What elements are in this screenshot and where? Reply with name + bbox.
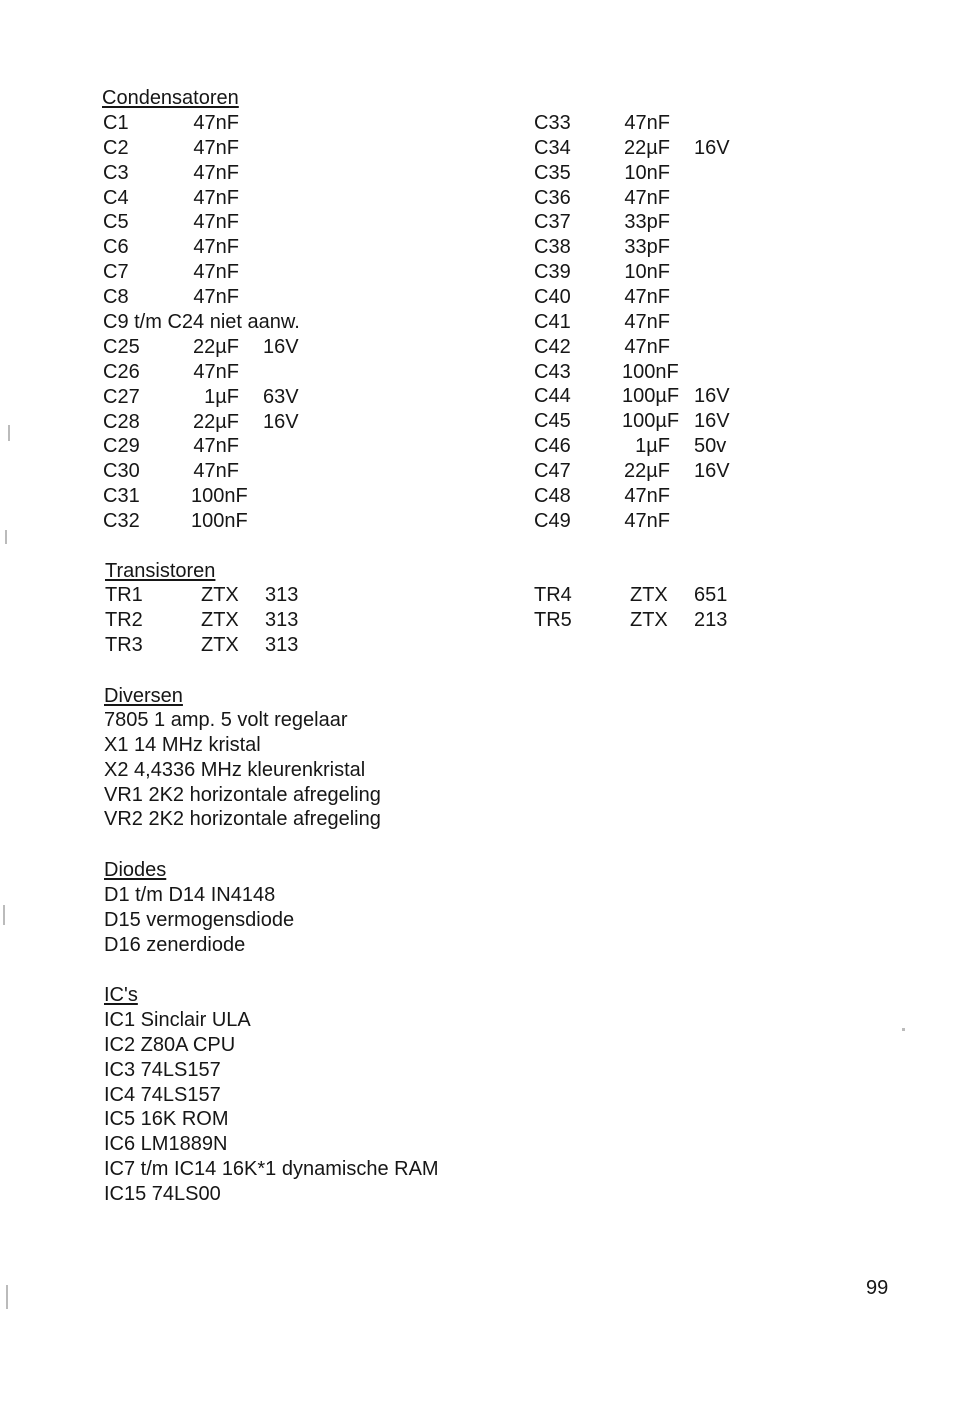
capacitor-voltage: 16V <box>263 410 299 433</box>
capacitor-voltage: 16V <box>263 336 299 358</box>
capacitor-ref: C32 <box>103 509 140 532</box>
capacitor-ref: C25 <box>103 336 140 358</box>
capacitor-voltage: 16V <box>694 136 730 159</box>
capacitor-value: 1µF <box>635 435 670 458</box>
transistoren-heading: Transistoren <box>105 560 216 582</box>
scan-mark <box>902 1028 905 1031</box>
capacitor-ref: C40 <box>534 285 571 308</box>
capacitor-value: 100µF <box>622 385 680 408</box>
capacitor-value: 22µF <box>624 459 670 482</box>
capacitor-ref: C42 <box>534 335 571 358</box>
diode-item: D16 zenerdiode <box>104 933 246 956</box>
capacitor-ref: C43 <box>534 360 571 383</box>
capacitor-ref: C27 <box>103 385 140 408</box>
capacitor-value: 100nF <box>191 509 248 532</box>
ics-heading: IC's <box>104 984 138 1006</box>
capacitor-value: 33pF <box>624 211 670 234</box>
transistor-type: ZTX <box>201 633 239 656</box>
capacitor-ref: C39 <box>534 261 571 284</box>
diversen-item: VR1 2K2 horizontale afregeling <box>104 783 381 806</box>
transistor-number: 313 <box>265 584 299 606</box>
capacitor-value: 10nF <box>624 261 670 284</box>
transistor-ref: TR5 <box>534 608 572 631</box>
ic-item: IC7 t/m IC14 16K*1 dynamische RAM <box>104 1158 439 1181</box>
ic-item: IC5 16K ROM <box>104 1108 229 1131</box>
capacitor-value: 22µF <box>193 410 239 433</box>
capacitor-ref: C35 <box>534 161 571 184</box>
ic-item: IC4 74LS157 <box>104 1083 221 1106</box>
ic-item: IC2 Z80A CPU <box>104 1033 236 1056</box>
capacitor-value: 47nF <box>193 136 239 159</box>
transistor-type: ZTX <box>630 584 668 606</box>
diversen-item: X2 4,4336 MHz kleurenkristal <box>104 758 366 781</box>
capacitor-value: 33pF <box>624 236 670 259</box>
capacitor-ref: C47 <box>534 459 571 482</box>
scan-mark <box>6 1285 8 1309</box>
capacitor-ref: C6 <box>103 236 129 259</box>
capacitor-value: 100nF <box>622 360 679 383</box>
capacitor-ref: C4 <box>103 186 129 209</box>
scan-mark <box>3 905 5 925</box>
capacitor-ref: C28 <box>103 410 140 433</box>
capacitor-value: 47nF <box>193 236 239 259</box>
ic-item: IC3 74LS157 <box>104 1058 221 1081</box>
capacitor-value: 47nF <box>624 310 670 333</box>
capacitor-voltage: 16V <box>694 385 730 408</box>
transistor-type: ZTX <box>630 608 668 631</box>
capacitor-ref: C38 <box>534 236 571 259</box>
capacitor-ref: C2 <box>103 136 129 159</box>
transistor-ref: TR2 <box>105 608 143 631</box>
capacitor-ref: C3 <box>103 161 129 184</box>
diodes-heading: Diodes <box>104 859 167 881</box>
diversen-item: VR2 2K2 horizontale afregeling <box>104 808 381 831</box>
capacitor-value: 22µF <box>624 136 670 159</box>
ic-item: IC6 LM1889N <box>104 1133 228 1156</box>
capacitor-value: 1µF <box>204 385 239 408</box>
capacitor-ref: C31 <box>103 485 140 508</box>
capacitor-ref: C8 <box>103 285 129 308</box>
capacitor-ref: C36 <box>534 186 571 209</box>
capacitor-value: 47nF <box>624 484 670 507</box>
capacitor-value: 100µF <box>622 410 680 433</box>
capacitor-ref: C41 <box>534 310 571 333</box>
capacitor-ref: C48 <box>534 484 571 507</box>
transistor-ref: TR4 <box>534 584 572 606</box>
capacitor-value: 47nF <box>624 186 670 209</box>
capacitor-value: 10nF <box>624 161 670 184</box>
transistor-type: ZTX <box>201 608 239 631</box>
ic-item: IC15 74LS00 <box>104 1182 221 1205</box>
capacitor-ref: C29 <box>103 435 140 458</box>
capacitor-ref: C45 <box>534 410 571 433</box>
transistor-number: 213 <box>694 608 728 631</box>
diversen-item: 7805 1 amp. 5 volt regelaar <box>104 709 348 731</box>
capacitor-ref: C33 <box>534 112 571 134</box>
transistor-ref: TR3 <box>105 633 143 656</box>
capacitor-value: 47nF <box>193 261 239 284</box>
capacitor-voltage: 16V <box>694 410 730 433</box>
capacitor-value: 47nF <box>193 360 239 383</box>
capacitor-ref: C26 <box>103 360 140 383</box>
capacitor-ref: C7 <box>103 261 129 284</box>
ic-item: IC1 Sinclair ULA <box>104 1009 251 1031</box>
capacitor-value: 47nF <box>193 186 239 209</box>
page-number: 99 <box>866 1277 889 1299</box>
diode-item: D1 t/m D14 IN4148 <box>104 884 276 906</box>
capacitor-voltage: 50v <box>694 435 727 458</box>
capacitor-ref: C37 <box>534 211 571 234</box>
capacitor-value: 47nF <box>193 435 239 458</box>
capacitor-note: C9 t/m C24 niet aanw. <box>103 311 300 333</box>
capacitor-ref: C49 <box>534 509 571 532</box>
transistor-number: 313 <box>265 608 299 631</box>
capacitor-ref: C44 <box>534 385 571 408</box>
diversen-heading: Diversen <box>104 685 183 707</box>
capacitor-value: 22µF <box>193 336 239 358</box>
capacitor-ref: C5 <box>103 211 129 234</box>
scan-mark <box>5 530 7 544</box>
capacitor-value: 47nF <box>193 285 239 308</box>
capacitor-voltage: 16V <box>694 459 730 482</box>
transistor-number: 651 <box>694 584 728 606</box>
transistor-ref: TR1 <box>105 584 143 606</box>
diode-item: D15 vermogensdiode <box>104 908 295 931</box>
scan-mark <box>8 425 10 441</box>
capacitor-value: 47nF <box>624 335 670 358</box>
capacitor-ref: C34 <box>534 136 571 159</box>
capacitor-value: 47nF <box>193 112 239 134</box>
capacitor-value: 47nF <box>193 161 239 184</box>
capacitor-ref: C46 <box>534 435 571 458</box>
capacitor-value: 47nF <box>624 285 670 308</box>
transistor-type: ZTX <box>201 584 239 606</box>
capacitor-voltage: 63V <box>263 385 299 408</box>
capacitor-ref: C1 <box>103 112 129 134</box>
diversen-item: X1 14 MHz kristal <box>104 733 261 756</box>
capacitor-value: 47nF <box>624 509 670 532</box>
transistor-number: 313 <box>265 633 299 656</box>
capacitor-value: 47nF <box>193 460 239 483</box>
capacitor-value: 47nF <box>624 112 670 134</box>
capacitor-value: 47nF <box>193 211 239 234</box>
capacitor-ref: C30 <box>103 460 140 483</box>
condensatoren-heading: Condensatoren <box>102 87 239 109</box>
capacitor-value: 100nF <box>191 485 248 508</box>
